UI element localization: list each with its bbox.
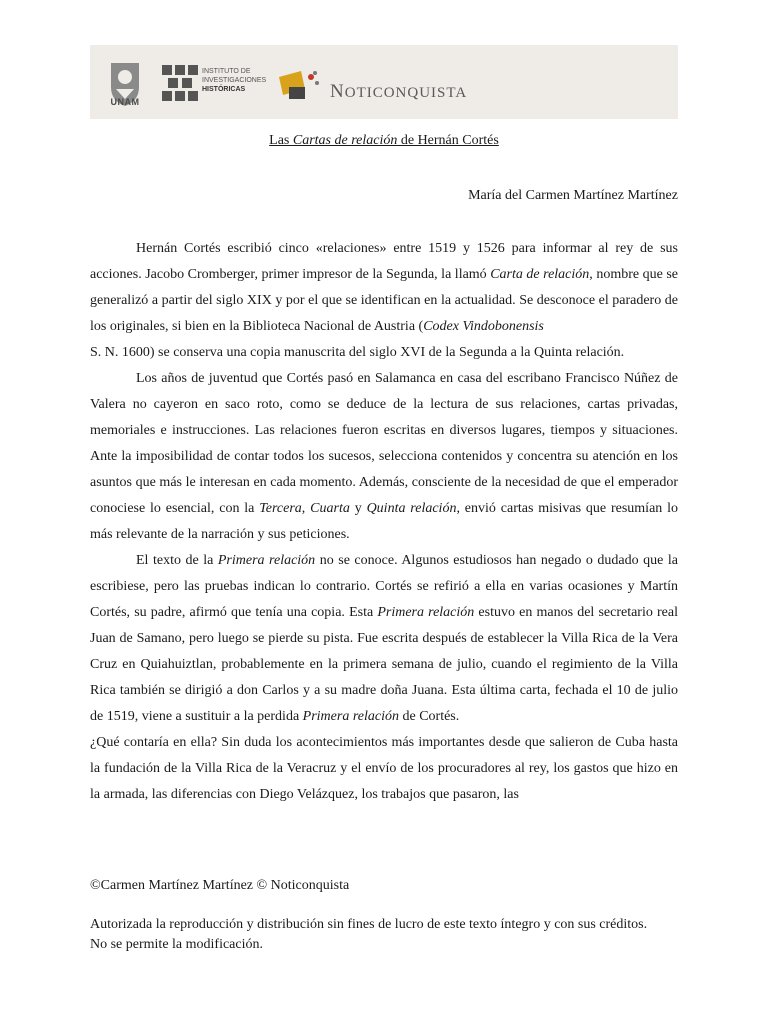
title-italic: Cartas de relación xyxy=(292,133,398,148)
paragraph-3 xyxy=(90,548,678,730)
wordmark-rest: OTICONQUISTA xyxy=(344,85,468,101)
iih-line-1: INSTITUTO DE xyxy=(202,68,251,75)
p3-italic-b: Primera relación xyxy=(217,553,316,568)
header-banner xyxy=(90,45,678,119)
title-post: de Hernán Cortés xyxy=(397,133,499,148)
p1-italic-d: Codex Vindobonensis xyxy=(423,319,544,334)
noticonquista-logo-icon xyxy=(275,67,323,101)
p2-italic-b: Tercera xyxy=(259,501,302,516)
title-pre: Las xyxy=(269,133,293,148)
p1-text-c: , nombre que se generalizó a partir del siglo XIX y por el que se identifican en la actualidad. Se desconoce el paradero de los originales, si bien en la Biblioteca Nacional de Austria ( xyxy=(90,267,679,334)
p3-text-e: estuvo en manos del secretario real Juan de Samano, pero luego se pierde su pista. Fue escrita después de establecer la Villa Rica de la Vera Cruz en Quiahuiztlan, probablemente en la primera semana de julio, cuando el regimiento de la Villa Rica también se dirigió a don Carlos y a su madre doña Juana. Esta última carta, fechada el 10 de julio de 1519, viene a sustituir a la perdida xyxy=(90,605,678,724)
noticonquista-wordmark xyxy=(330,81,467,103)
iih-label xyxy=(202,67,266,94)
unam-label: UNAM xyxy=(110,97,140,107)
document-title xyxy=(0,133,768,149)
p3-italic-f: Primera relación xyxy=(302,709,399,724)
p3-text-c: no se conoce. Algunos estudiosos han negado o dudado que la escribiese, pero las pruebas indican lo contrario. Cortés se refirió a ella en varias ocasiones y Martín Cortés, su padre, afirmó que tenía una copia. Esta xyxy=(90,553,678,620)
p1-italic-b: Carta de relación xyxy=(490,267,590,282)
p2-text-g: , envió cartas misivas que resumían lo más relevante de la narración y sus peticiones. xyxy=(90,501,679,542)
paragraph-1 xyxy=(90,236,678,340)
paragraph-1b: S. N. 1600) se conserva una copia manuscrita del siglo XVI de la Segunda a la Quinta relación. xyxy=(90,345,625,360)
p3-text-g: de Cortés. xyxy=(398,709,460,724)
p1-text-a: Hernán Cortés escribió cinco «relaciones» entre 1519 y 1526 para informar al rey de sus acciones. Jacobo Cromberger, primer impresor de la Segunda, la llamó xyxy=(90,241,678,282)
iih-line-2: INVESTIGACIONES xyxy=(202,77,267,84)
article-body xyxy=(90,236,678,808)
iih-line-3: HISTÓRICAS xyxy=(202,86,246,93)
p3-text-a: El texto de la xyxy=(136,553,218,568)
p2-text-e: y xyxy=(349,501,367,516)
p2-italic-f: Quinta relación xyxy=(366,501,457,516)
iih-logo-icon xyxy=(162,65,198,101)
p2-italic-d: Cuarta xyxy=(310,501,350,516)
paragraph-2 xyxy=(90,366,678,548)
wordmark-initial: N xyxy=(330,81,345,102)
p3-italic-d: Primera relación xyxy=(377,605,475,620)
copyright-line: ©Carmen Martínez Martínez © Noticonquista xyxy=(90,878,350,893)
license-notice: Autorizada la reproducción y distribución sin fines de lucro de este texto íntegro y con sus créditos. No se permite la modificación. xyxy=(90,917,648,952)
p2-text-a: Los años de juventud que Cortés pasó en Salamanca en casa del escribano Francisco Núñez de Valera no cayeron en saco roto, como se deduce de la lectura de sus relaciones, cartas privadas, memoriales e instrucciones. Las relaciones fueron escritas en diversos lugares, tiempos y situaciones. Ante la imposibilidad de contar todos los sucesos, selecciona contenidos y concentra su atención en los asuntos que más le interesan en cada momento. Además, consciente de la necesidad de que el emperador conociese lo esencial, con la xyxy=(90,371,678,516)
paragraph-4: ¿Qué contaría en ella? Sin duda los acontecimientos más importantes desde que salieron de Cuba hasta la fundación de la Villa Rica de la Veracruz y el envío de los procuradores al rey, los gastos que hizo en la armada, las diferencias con Diego Velázquez, los trabajos que pasaron, las xyxy=(90,735,678,802)
author-name: María del Carmen Martínez Martínez xyxy=(468,188,678,203)
p2-text-c: , xyxy=(301,501,311,516)
